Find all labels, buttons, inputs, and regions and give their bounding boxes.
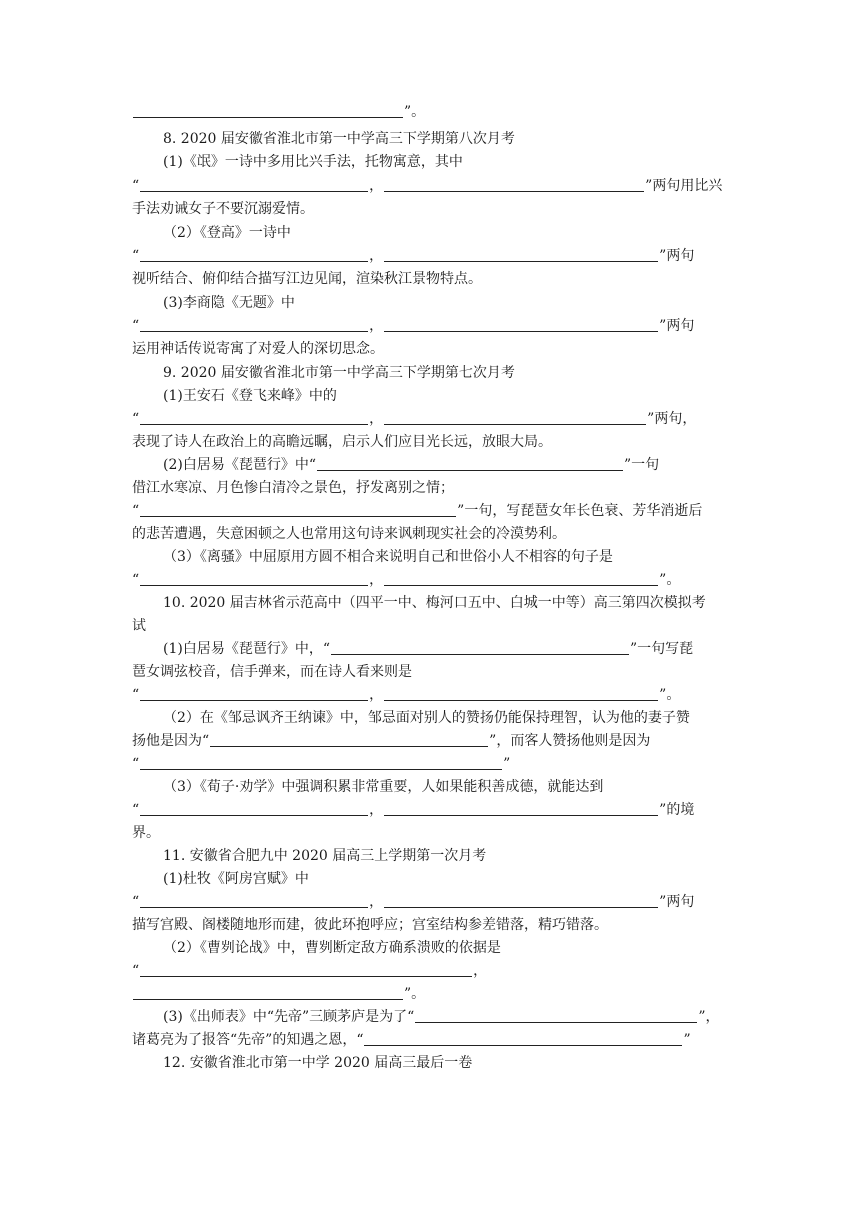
answer-blank[interactable] xyxy=(140,407,368,425)
answer-blank[interactable] xyxy=(415,1005,697,1023)
line-tail: ”。 xyxy=(404,104,426,120)
line-tail: ”。 xyxy=(404,986,426,1002)
answer-blank[interactable] xyxy=(384,890,658,908)
answer-blank[interactable] xyxy=(140,174,368,192)
question-11-title: 11. 安徽省合肥九中 2020 届高三上学期第一次月考 xyxy=(163,848,487,864)
q11-part3-intro-line: (3)《出师表》中“先帝”三顾茅庐是为了“ ”， xyxy=(163,1005,763,1029)
answer-blank[interactable] xyxy=(140,752,502,770)
line-tail: ”两句用比兴 xyxy=(645,178,723,194)
q10-part2-answer-line-2: “ ” xyxy=(132,752,732,776)
q9-part2-continuation-2: 的悲苦遭遇，失意困顿之人也常用这句诗来讽刺现实社会的冷漠势利。 xyxy=(132,526,566,542)
q9-part1-answer-line: “ ， ”两句， xyxy=(132,407,732,431)
line-tail: ” xyxy=(683,1032,691,1048)
answer-blank[interactable] xyxy=(384,174,644,192)
q9-part2-answer-line: “ ”一句，写琵琶女年长色衰、芳华消逝后 xyxy=(132,499,732,523)
q11-part2-answer-line-1: “ ， xyxy=(132,959,732,983)
line-tail: ”两句 xyxy=(659,318,695,334)
q8-part3-answer-line: “ ， ”两句 xyxy=(132,314,732,338)
q10-part1-continuation: 琶女调弦校音，信手弹来，而在诗人看来则是 xyxy=(132,664,412,680)
answer-blank[interactable] xyxy=(364,1028,682,1046)
answer-blank[interactable] xyxy=(140,244,368,262)
line-tail: ”一句，写琵琶女年长色衰、芳华消逝后 xyxy=(457,503,703,519)
answer-blank[interactable] xyxy=(384,568,658,586)
line-tail: ”的境 xyxy=(659,802,695,818)
answer-blank[interactable] xyxy=(384,683,658,701)
answer-blank[interactable] xyxy=(140,568,368,586)
q11-part1-intro: (1)杜牧《阿房宫赋》中 xyxy=(163,871,309,887)
q8-part2-continuation: 视听结合、俯仰结合描写江边见闻，渲染秋江景物特点。 xyxy=(132,271,482,287)
line-tail: ”两句， xyxy=(647,411,697,427)
q10-part1-intro-line: (1)白居易《琵琶行》中，“ ”一句写琵 xyxy=(163,637,763,661)
line-tail: ” xyxy=(503,756,511,772)
q10-part2-answer-line-1: 扬他是因为“ ”，而客人赞扬他则是因为 xyxy=(132,729,732,753)
q11-part2-answer-line-2 xyxy=(132,982,732,1006)
question-10-title-continuation: 试 xyxy=(132,618,146,634)
answer-blank[interactable] xyxy=(133,982,403,1000)
q11-part1-answer-line: “ ， ”两句 xyxy=(132,890,732,914)
q9-part2-continuation: 借江水寒凉、月色惨白清冷之景色，抒发离别之情； xyxy=(132,480,454,496)
line-tail: ”一句写琵 xyxy=(630,641,694,657)
q9-part3-answer-line: “ ， ”。 xyxy=(132,568,732,592)
q8-part3-continuation: 运用神话传说寄寓了对爱人的深切思念。 xyxy=(132,341,384,357)
q10-part3-answer-line: “ ， ”的境 xyxy=(132,798,732,822)
q10-part3-intro: （3）《荀子·劝学》中强调积累非常重要，人如果能积善成德，就能达到 xyxy=(163,779,604,795)
answer-blank[interactable] xyxy=(140,890,368,908)
question-12-title: 12. 安徽省淮北市第一中学 2020 届高三最后一卷 xyxy=(163,1055,473,1071)
q8-part3-intro: (3)李商隐《无题》中 xyxy=(163,295,295,311)
answer-blank[interactable] xyxy=(384,314,658,332)
line-tail: ”。 xyxy=(659,572,681,588)
answer-blank[interactable] xyxy=(140,798,368,816)
answer-blank[interactable] xyxy=(384,244,658,262)
q10-part3-continuation: 界。 xyxy=(132,825,160,841)
answer-blank[interactable] xyxy=(384,798,658,816)
q11-part2-intro: （2）《曹刿论战》中，曹刿断定敌方确系溃败的依据是 xyxy=(163,940,501,956)
q10-part2-intro: （2）在《邹忌讽齐王纳谏》中，邹忌面对别人的赞扬仍能保持理智，认为他的妻子赞 xyxy=(163,710,690,726)
q9-part3-intro: （3）《离骚》中屈原用方圆不相合来说明自己和世俗小人不相容的句子是 xyxy=(163,549,613,565)
q9-part1-continuation: 表现了诗人在政治上的高瞻远瞩，启示人们应目光长远，放眼大局。 xyxy=(132,434,552,450)
q9-part1-intro: (1)王安石《登飞来峰》中的 xyxy=(163,388,337,404)
answer-blank[interactable] xyxy=(331,637,629,655)
line-tail: ”。 xyxy=(659,687,681,703)
q9-part2-intro-line: (2)白居易《琵琶行》中“ ”一句 xyxy=(163,453,763,477)
question-10-title: 10. 2020 届吉林省示范高中（四平一中、梅河口五中、白城一中等）高三第四次模拟考 xyxy=(163,595,706,611)
answer-blank[interactable] xyxy=(140,683,368,701)
q10-part1-answer-line: “ ， ”。 xyxy=(132,683,732,707)
answer-blank[interactable] xyxy=(140,499,456,517)
answer-blank[interactable] xyxy=(317,453,623,471)
carryover-line xyxy=(132,100,732,124)
q11-part1-continuation: 描写宫殿、阁楼随地形而建，彼此环抱呼应；宫室结构参差错落，精巧错落。 xyxy=(132,917,608,933)
question-9-title: 9. 2020 届安徽省淮北市第一中学高三下学期第七次月考 xyxy=(163,365,515,381)
q8-part1-intro: (1)《氓》一诗中多用比兴手法，托物寓意，其中 xyxy=(163,154,463,170)
q8-part2-answer-line: “ ， ”两句 xyxy=(132,244,732,268)
line-tail: ”两句 xyxy=(659,248,695,264)
q8-part1-continuation: 手法劝诫女子不要沉溺爱情。 xyxy=(132,201,314,217)
answer-blank[interactable] xyxy=(140,314,368,332)
answer-blank[interactable] xyxy=(140,959,472,977)
q8-part2-intro: （2）《登高》一诗中 xyxy=(163,225,291,241)
line-tail: ”一句 xyxy=(624,457,660,473)
answer-blank[interactable] xyxy=(210,729,488,747)
q11-part3-answer-line: 诸葛亮为了报答“先帝”的知遇之恩，“ ” xyxy=(132,1028,732,1052)
answer-blank[interactable] xyxy=(133,100,403,118)
q8-part1-answer-line: “ ， ”两句用比兴 xyxy=(132,174,732,198)
line-tail: ”两句 xyxy=(659,894,695,910)
answer-blank[interactable] xyxy=(384,407,646,425)
question-8-title: 8. 2020 届安徽省淮北市第一中学高三下学期第八次月考 xyxy=(163,131,515,147)
